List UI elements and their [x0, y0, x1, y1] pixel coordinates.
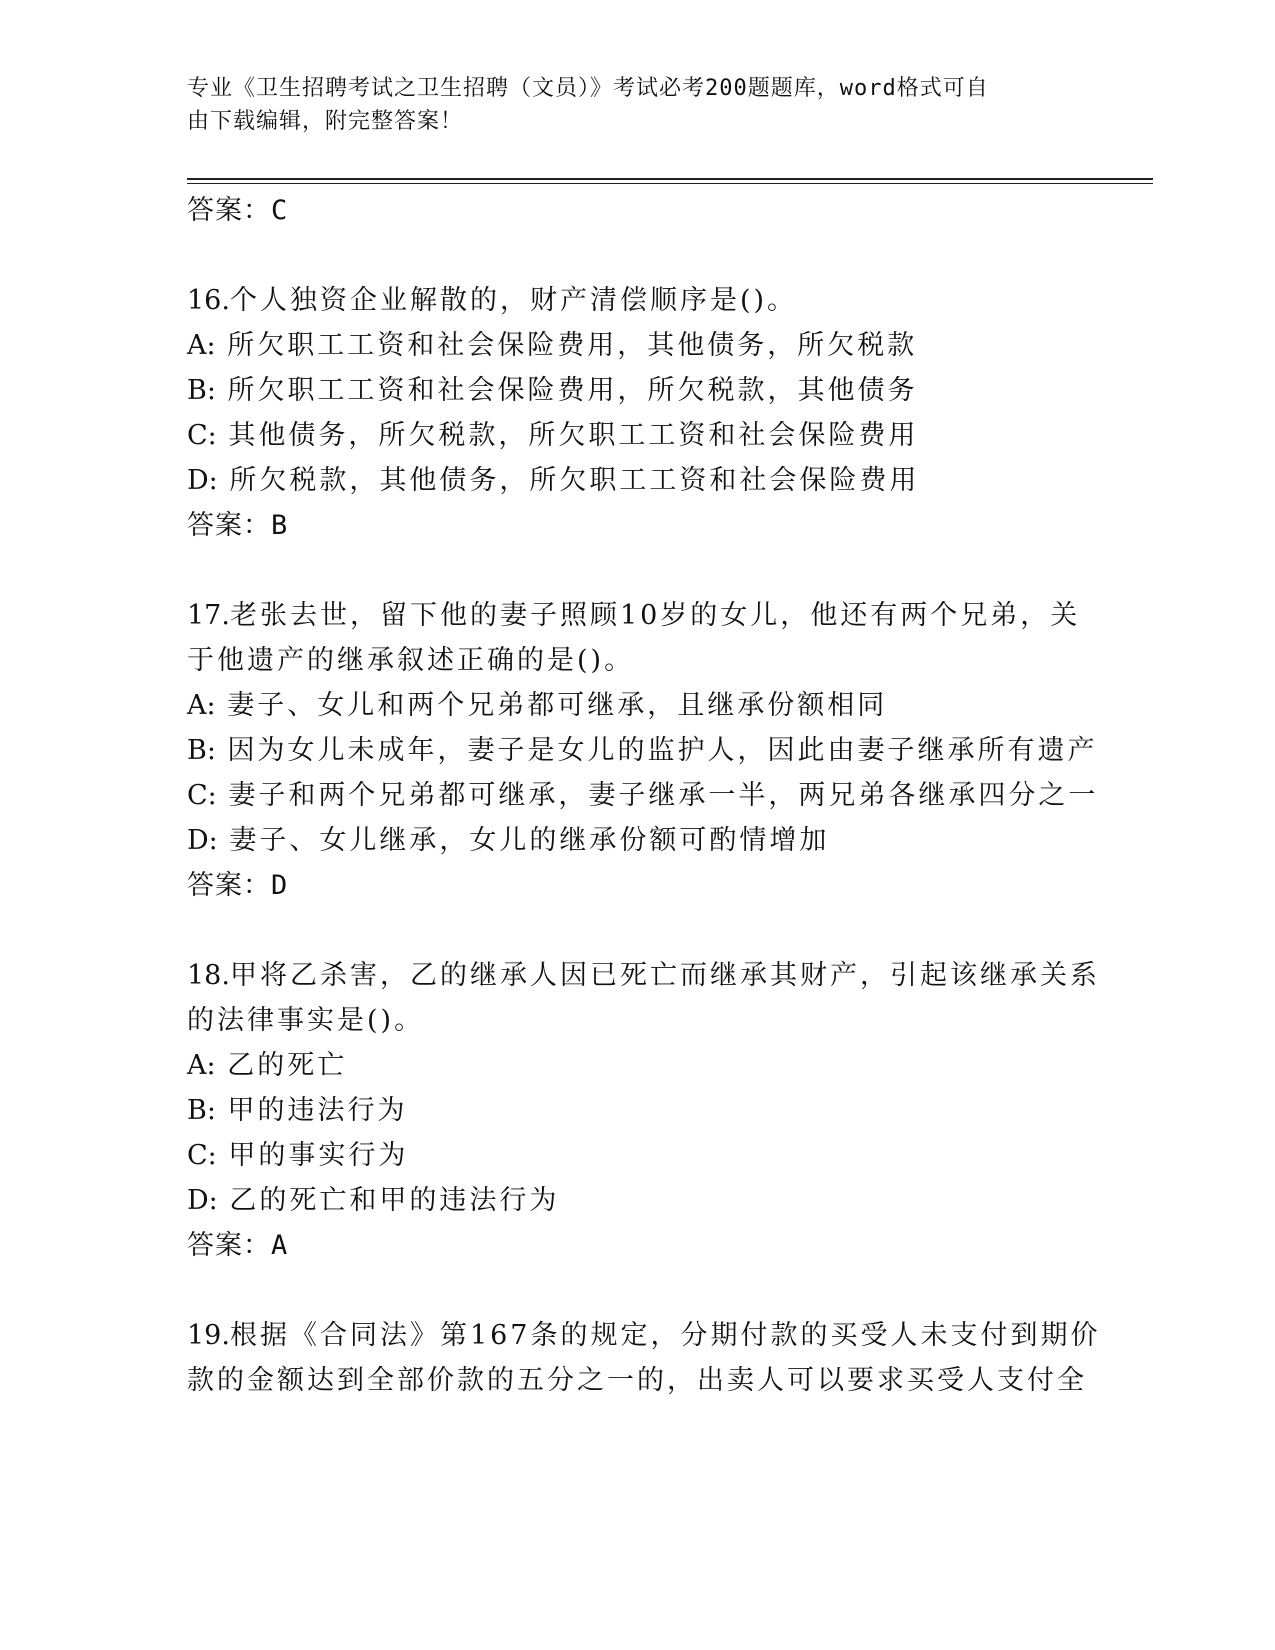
answer-label: 答案： — [187, 195, 271, 226]
option-text: 妻子、女儿继承，女儿的继承份额可酌情增加 — [229, 825, 830, 856]
answer-value: A — [271, 1230, 289, 1261]
answer-value: C — [271, 195, 289, 226]
answer-label: 答案： — [187, 510, 271, 541]
question-stem-line — [187, 998, 1087, 1043]
question-stem-line — [187, 638, 1087, 683]
question-stem-line — [187, 593, 1087, 638]
section-gap — [187, 1269, 1087, 1313]
option-letter: B: — [187, 735, 216, 766]
answer — [187, 1223, 1087, 1269]
question-text: 根据《合同法》第167条的规定，分期付款的买受人未支付到期价 — [229, 1320, 1101, 1351]
option-text: 其他债务，所欠税款，所欠职工工资和社会保险费用 — [228, 420, 919, 451]
question-text: 的法律事实是()。 — [187, 1005, 425, 1036]
header-line-2: 由下载编辑，附完整答案！ — [187, 109, 464, 134]
question-16 — [187, 278, 1087, 549]
option-letter: C: — [187, 1140, 217, 1171]
question-text: 个人独资企业解散的，财产清偿顺序是()。 — [229, 285, 798, 316]
answer-value: D — [271, 870, 289, 901]
option-a — [187, 683, 1087, 728]
question-text: 于他遗产的继承叙述正确的是()。 — [187, 645, 635, 676]
previous-answer — [187, 188, 1087, 234]
option-letter: D: — [187, 1185, 218, 1216]
answer — [187, 863, 1087, 909]
option-letter: C: — [187, 420, 217, 451]
question-number: 19. — [187, 1320, 230, 1351]
option-text: 因为女儿未成年，妻子是女儿的监护人，因此由妻子继承所有遗产 — [227, 735, 1098, 766]
section-gap — [187, 234, 1087, 278]
option-b — [187, 368, 1087, 413]
option-c — [187, 773, 1099, 818]
question-stem-line — [187, 1313, 1101, 1358]
option-text: 所欠职工工资和社会保险费用，所欠税款，其他债务 — [227, 375, 918, 406]
option-text: 甲的事实行为 — [228, 1140, 409, 1171]
question-stem-line — [187, 1358, 1087, 1403]
option-text: 乙的死亡和甲的违法行为 — [229, 1185, 560, 1216]
option-text: 妻子、女儿和两个兄弟都可继承，且继承份额相同 — [227, 690, 888, 721]
question-number: 18. — [187, 960, 230, 991]
answer-label: 答案： — [187, 1230, 271, 1261]
option-d — [187, 458, 1087, 503]
option-letter: B: — [187, 1095, 216, 1126]
question-stem-line — [187, 953, 1100, 998]
document-header — [187, 72, 1067, 138]
question-19 — [187, 1313, 1101, 1403]
question-number: 17. — [187, 600, 230, 631]
answer-label: 答案： — [187, 870, 271, 901]
option-a — [187, 323, 1087, 368]
option-text: 妻子和两个兄弟都可继承，妻子继承一半，两兄弟各继承四分之一 — [228, 780, 1099, 811]
question-18 — [187, 953, 1100, 1269]
answer-value: B — [271, 510, 289, 541]
question-number: 16. — [187, 285, 230, 316]
section-gap — [187, 549, 1087, 593]
question-text: 老张去世，留下他的妻子照顾10岁的女儿，他还有两个兄弟，关 — [229, 600, 1081, 631]
option-text: 所欠职工工资和社会保险费用，其他债务，所欠税款 — [227, 330, 918, 361]
option-letter: A: — [187, 330, 216, 361]
question-text: 款的金额达到全部价款的五分之一的，出卖人可以要求买受人支付全 — [187, 1365, 1087, 1396]
option-a — [187, 1043, 1087, 1088]
option-letter: D: — [187, 825, 218, 856]
question-text: 甲将乙杀害，乙的继承人因已死亡而继承其财产，引起该继承关系 — [229, 960, 1100, 991]
option-letter: C: — [187, 780, 217, 811]
option-text: 甲的违法行为 — [227, 1095, 408, 1126]
header-line-1: 专业《卫生招聘考试之卫生招聘（文员）》考试必考200题题库，word格式可自 — [187, 76, 989, 101]
option-letter: D: — [187, 465, 218, 496]
option-b — [187, 728, 1098, 773]
section-gap — [187, 909, 1087, 953]
answer — [187, 503, 1087, 549]
option-d — [187, 1178, 1087, 1223]
option-c — [187, 1133, 1087, 1178]
option-text: 所欠税款，其他债务，所欠职工工资和社会保险费用 — [229, 465, 920, 496]
option-c — [187, 413, 1087, 458]
option-letter: A: — [187, 1050, 216, 1081]
option-text: 乙的死亡 — [227, 1050, 348, 1081]
document-body — [187, 188, 1101, 1403]
option-letter: A: — [187, 690, 216, 721]
question-17 — [187, 593, 1099, 909]
option-letter: B: — [187, 375, 216, 406]
question-stem-line — [187, 278, 1087, 323]
option-b — [187, 1088, 1087, 1133]
option-d — [187, 818, 1087, 863]
header-rule-thick — [187, 178, 1153, 180]
header-rule-thin — [187, 183, 1153, 184]
